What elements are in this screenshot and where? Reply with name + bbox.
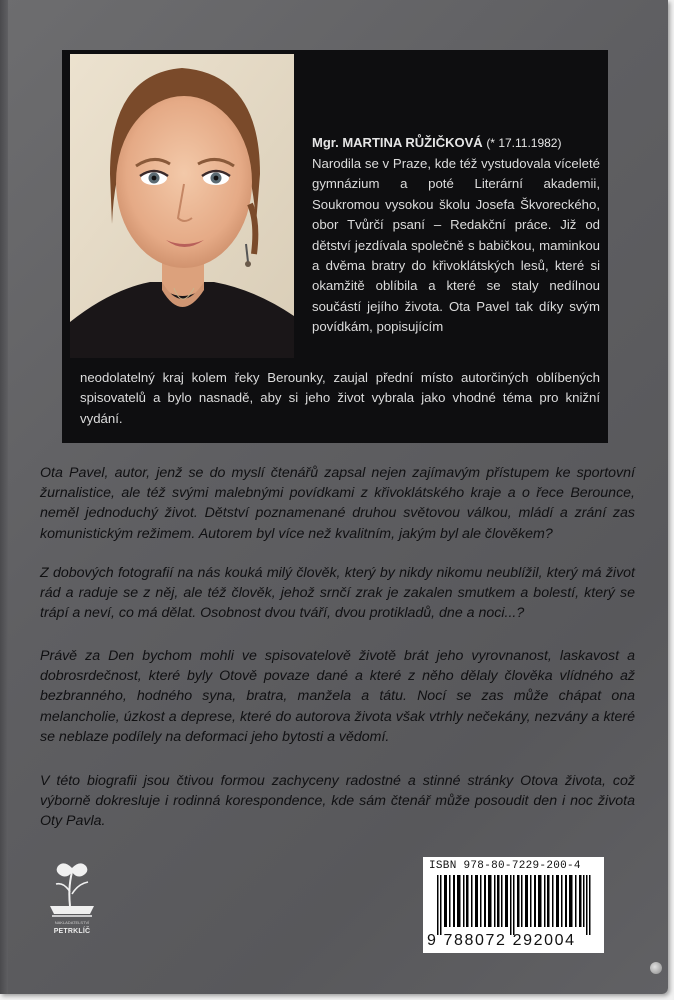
author-bio-text-continued: neodolatelný kraj kolem řeky Berounky, zaujal přední místo autorčiných oblíbených spisovatelů a bylo nasnadě, aby si jeho život vybrala jako vhodné téma pro knižní vydání. [80, 370, 600, 426]
blurb-paragraph-4: V této biografii jsou čtivou formou zachyceny radostné a stinné stránky Otova života, což výborně dokresluje i rodinná korespondence, kde sám čtenář může posoudit den i noc života Oty Pavla. [40, 773, 635, 830]
author-bio-box [62, 50, 608, 443]
isbn-label: ISBN 978-80-7229-200-4 [429, 860, 581, 872]
isbn-barcode [423, 857, 604, 953]
publisher-subtitle: NAKLADATELSTVÍ [54, 920, 90, 925]
publisher-name: PETRKLÍČ [53, 928, 91, 935]
binding-rivet [650, 962, 662, 974]
author-birthdate: (* 17.11.1982) [486, 136, 562, 150]
author-name: Mgr. MARTINA RŮŽIČKOVÁ [312, 135, 483, 150]
author-photo [70, 54, 294, 358]
blurb-paragraph-2: Z dobových fotografií na nás kouká milý člověk, který by nikdy nikomu neublížil, který má život rád a raduje se z něj, ale též člověk, jehož srnčí zrak je zakalen smutkem a bolestí, který se trápí a neví, co má dělat. Osobnost dvou tváří, dvou protikladů, dne a noci...? [40, 565, 635, 622]
blurb-paragraph-3: Právě za Den bychom mohli ve spisovatelově životě brát jeho vyrovnanost, laskavost a dobrosrdečnost, které byly Otově povaze dané a které z něho dělaly člověka vlídného až bezbranného, hodného syna, bratra, manžela a tátu. Nocí se zas může chápat ona melancholie, úzkost a deprese, které do autorova života však vtrhly nečekány, nezvány a které se neblaze podílely na deformaci jeho bytosti a vědomí. [40, 648, 635, 745]
author-heading [312, 135, 561, 150]
ean-number: 9 788072 292004 [427, 932, 576, 949]
barcode-bars [429, 875, 598, 935]
author-bio-text: Narodila se v Praze, kde též vystudovala víceleté gymnázium a poté Literární akademii, Soukromou vysokou školu Josefa Škvoreckého, obor Tvůrčí psaní – Redakční práce. Již od dětství jezdívala společně s babičkou, maminkou a dvěma bratry do křivoklátských lesů, které si okamžitě oblíbila a které se staly nedílnou součástí jejího života. Ota Pavel tak díky svým povídkám, popisujícím [312, 156, 600, 335]
blurb-paragraph-1: Ota Pavel, autor, jenž se do myslí čtenářů zapsal nejen zajímavým přístupem ke sportovní žurnalistice, ale též svými malebnými povídkami z křivoklátského kraje a o řece Berounce, neměl jednoduchý život. Dětství poznamenané druhou světovou válkou, mládí a zrání zas komunistickým režimem. Autorem byl více než kvalitním, jakým byl ale člověkem? [40, 465, 635, 542]
